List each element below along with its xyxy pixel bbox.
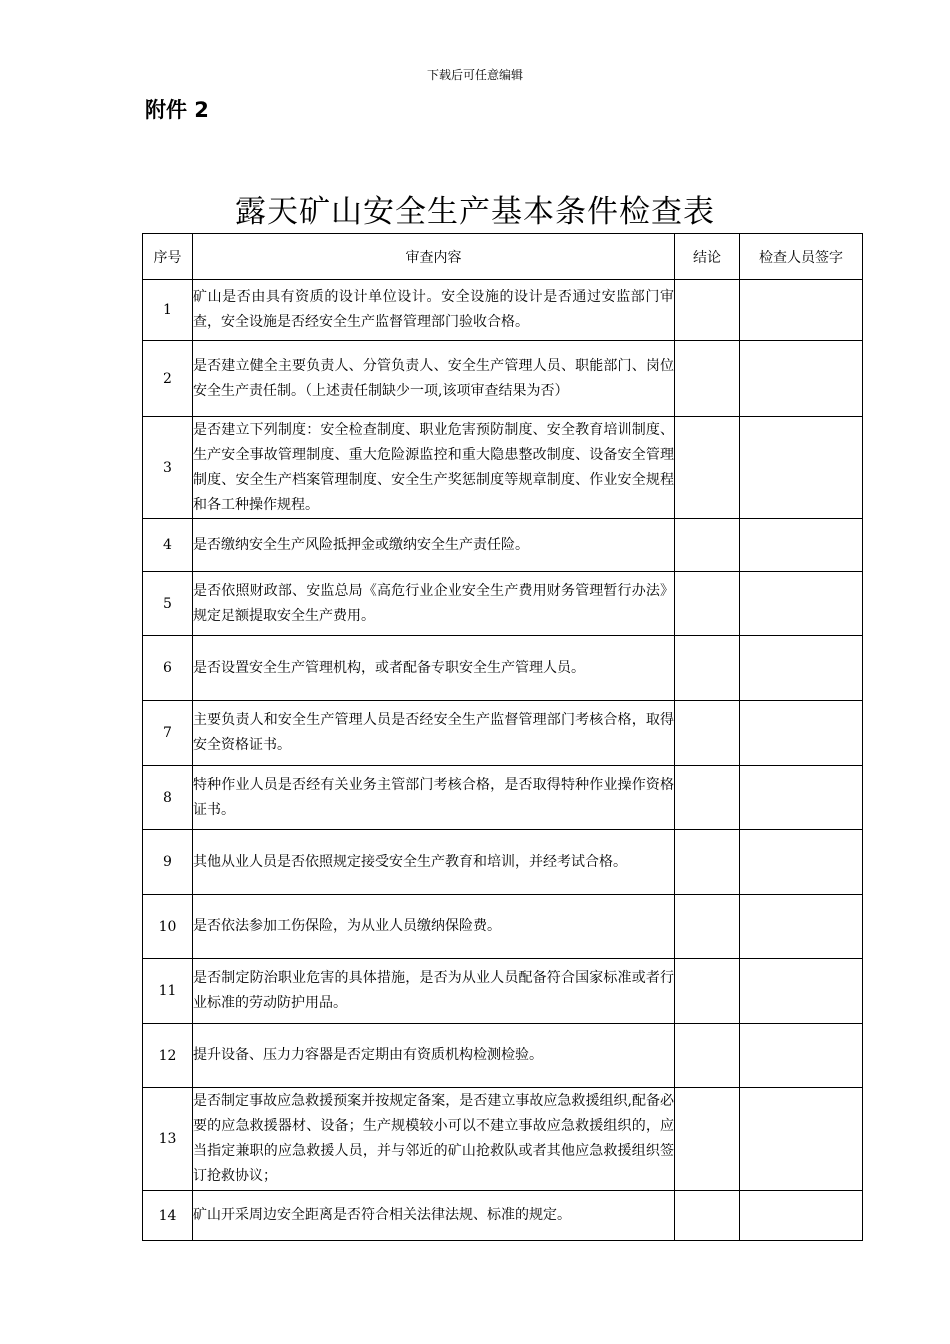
row-content: 是否建立下列制度：安全检查制度、职业危害预防制度、安全教育培训制度、生产安全事故管理制度、重大危险源监控和重大隐患整改制度、设备安全管理制度、安全生产档案管理制度、安全生产奖惩制度等规章制度、作业安全规程和各工种操作规程。: [193, 417, 675, 519]
conclusion-cell[interactable]: [675, 636, 740, 701]
inspector-signature-cell[interactable]: [740, 830, 863, 895]
row-content: 是否依照财政部、安监总局《高危行业企业安全生产费用财务管理暂行办法》规定足额提取安全生产费用。: [193, 572, 675, 636]
row-number: 1: [143, 280, 193, 341]
row-number: 9: [143, 830, 193, 895]
conclusion-cell[interactable]: [675, 417, 740, 519]
inspector-signature-cell[interactable]: [740, 519, 863, 572]
table-row: [143, 1088, 863, 1191]
row-content: 是否依法参加工伤保险，为从业人员缴纳保险费。: [193, 895, 675, 959]
header-conclusion: 结论: [675, 234, 740, 280]
header-note: 下载后可任意编辑: [426, 68, 523, 82]
inspector-signature-cell[interactable]: [740, 572, 863, 636]
row-content: 主要负责人和安全生产管理人员是否经安全生产监督管理部门考核合格，取得安全资格证书。: [193, 701, 675, 766]
conclusion-cell[interactable]: [675, 766, 740, 830]
table-row: [143, 280, 863, 341]
document-title: 露天矿山安全生产基本条件检查表: [235, 194, 715, 230]
inspector-signature-cell[interactable]: [740, 1088, 863, 1191]
row-number: 4: [143, 519, 193, 572]
row-content: 矿山是否由具有资质的设计单位设计。安全设施的设计是否通过安监部门审查，安全设施是否经安全生产监督管理部门验收合格。: [193, 280, 675, 341]
row-number: 11: [143, 959, 193, 1024]
row-content: 提升设备、压力力容器是否定期由有资质机构检测检验。: [193, 1024, 675, 1088]
row-number: 7: [143, 701, 193, 766]
row-content: 是否制定事故应急救援预案并按规定备案，是否建立事故应急救援组织,配备必要的应急救援器材、设备；生产规模较小可以不建立事故应急救援组织的，应当指定兼职的应急救援人员，并与邻近的矿山抢救队或者其他应急救援组织签订抢救协议；: [193, 1088, 675, 1191]
table-row: [143, 519, 863, 572]
conclusion-cell[interactable]: [675, 341, 740, 417]
attachment-label: 附件 2: [145, 98, 209, 122]
row-number: 10: [143, 895, 193, 959]
table-row: [143, 895, 863, 959]
conclusion-cell[interactable]: [675, 519, 740, 572]
table-row: [143, 701, 863, 766]
row-number: 2: [143, 341, 193, 417]
table-row: [143, 959, 863, 1024]
header-seq: 序号: [143, 234, 193, 280]
row-number: 3: [143, 417, 193, 519]
row-content: 特种作业人员是否经有关业务主管部门考核合格，是否取得特种作业操作资格证书。: [193, 766, 675, 830]
table-header-row: [143, 234, 863, 280]
table-row: [143, 572, 863, 636]
row-number: 12: [143, 1024, 193, 1088]
row-content: 是否缴纳安全生产风险抵押金或缴纳安全生产责任险。: [193, 519, 675, 572]
inspector-signature-cell[interactable]: [740, 1024, 863, 1088]
row-content: 是否制定防治职业危害的具体措施，是否为从业人员配备符合国家标准或者行业标准的劳动防护用品。: [193, 959, 675, 1024]
row-number: 13: [143, 1088, 193, 1191]
conclusion-cell[interactable]: [675, 959, 740, 1024]
inspector-signature-cell[interactable]: [740, 341, 863, 417]
inspector-signature-cell[interactable]: [740, 280, 863, 341]
inspector-signature-cell[interactable]: [740, 636, 863, 701]
table-row: [143, 636, 863, 701]
conclusion-cell[interactable]: [675, 830, 740, 895]
row-content: 矿山开采周边安全距离是否符合相关法律法规、标准的规定。: [193, 1191, 675, 1241]
table-row: [143, 1024, 863, 1088]
inspector-signature-cell[interactable]: [740, 417, 863, 519]
row-content: 其他从业人员是否依照规定接受安全生产教育和培训，并经考试合格。: [193, 830, 675, 895]
conclusion-cell[interactable]: [675, 1024, 740, 1088]
conclusion-cell[interactable]: [675, 1088, 740, 1191]
header-content: 审查内容: [193, 234, 675, 280]
inspector-signature-cell[interactable]: [740, 701, 863, 766]
table-row: [143, 1191, 863, 1241]
inspector-signature-cell[interactable]: [740, 766, 863, 830]
conclusion-cell[interactable]: [675, 1191, 740, 1241]
row-content: 是否设置安全生产管理机构，或者配备专职安全生产管理人员。: [193, 636, 675, 701]
inspection-table: [142, 233, 863, 1241]
table-row: [143, 830, 863, 895]
table-row: [143, 341, 863, 417]
conclusion-cell[interactable]: [675, 895, 740, 959]
inspector-signature-cell[interactable]: [740, 895, 863, 959]
conclusion-cell[interactable]: [675, 280, 740, 341]
row-number: 6: [143, 636, 193, 701]
conclusion-cell[interactable]: [675, 701, 740, 766]
table-row: [143, 766, 863, 830]
row-number: 5: [143, 572, 193, 636]
row-content: 是否建立健全主要负责人、分管负责人、安全生产管理人员、职能部门、岗位安全生产责任制。（上述责任制缺少一项,该项审查结果为否）: [193, 341, 675, 417]
row-number: 8: [143, 766, 193, 830]
inspector-signature-cell[interactable]: [740, 959, 863, 1024]
inspector-signature-cell[interactable]: [740, 1191, 863, 1241]
header-inspector: 检查人员签字: [740, 234, 863, 280]
conclusion-cell[interactable]: [675, 572, 740, 636]
row-number: 14: [143, 1191, 193, 1241]
table-row: [143, 417, 863, 519]
